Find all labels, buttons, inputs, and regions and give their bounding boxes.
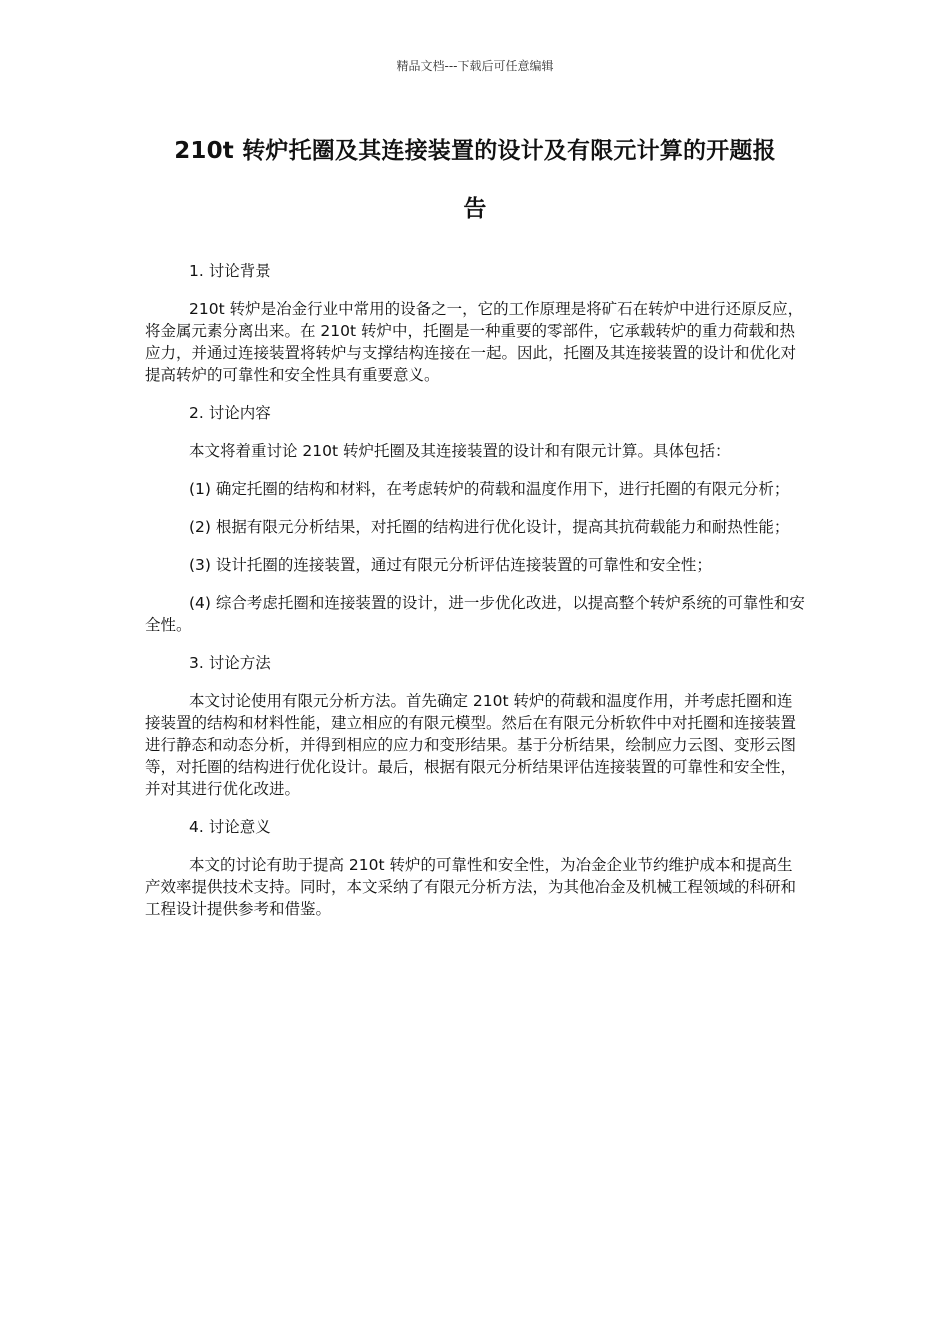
list-item-1: (1) 确定托圈的结构和材料，在考虑转炉的荷载和温度作用下，进行托圈的有限元分析； — [189, 480, 790, 498]
document-title — [150, 133, 800, 227]
page-header: 精品文档---下载后可任意编辑 — [396, 59, 554, 73]
section-heading-content: 2. 讨论内容 — [189, 404, 271, 422]
paragraph-significance: 本文的讨论有助于提高 210t 转炉的可靠性和安全性，为冶金企业节约维护成本和提高生产效率提供技术支持。同时，本文采纳了有限元分析方法，为其他冶金及机械工程领域的科研和工程设计提供参考和借鉴。 — [145, 856, 797, 918]
paragraph-content-intro: 本文将着重讨论 210t 转炉托圈及其连接装置的设计和有限元计算。具体包括： — [189, 442, 731, 460]
title-line-1: 210t 转炉托圈及其连接装置的设计及有限元计算的开题报 — [174, 138, 776, 164]
list-item-4: (4) 综合考虑托圈和连接装置的设计，进一步优化改进，以提高整个转炉系统的可靠性和安全性。 — [145, 594, 805, 634]
section-heading-significance: 4. 讨论意义 — [189, 818, 271, 836]
document-body — [145, 260, 805, 936]
paragraph-background: 210t 转炉是冶金行业中常用的设备之一，它的工作原理是将矿石在转炉中进行还原反应，将金属元素分离出来。在 210t 转炉中，托圈是一种重要的零部件，它承载转炉的重力荷载和热应力，并通过连接装置将转炉与支撑结构连接在一起。因此，托圈及其连接装置的设计和优化对提高转炉的可靠性和安全性具有重要意义。 — [145, 300, 804, 384]
section-heading-method: 3. 讨论方法 — [189, 654, 271, 672]
paragraph-method: 本文讨论使用有限元分析方法。首先确定 210t 转炉的荷载和温度作用，并考虑托圈和连接装置的结构和材料性能，建立相应的有限元模型。然后在有限元分析软件中对托圈和连接装置进行静态和动态分析，并得到相应的应力和变形结果。基于分析结果，绘制应力云图、变形云图等，对托圈的结构进行优化设计。最后，根据有限元分析结果评估连接装置的可靠性和安全性，并对其进行优化改进。 — [145, 692, 797, 798]
list-item-3: (3) 设计托圈的连接装置，通过有限元分析评估连接装置的可靠性和安全性； — [189, 556, 712, 574]
title-line-2: 告 — [463, 196, 487, 222]
section-heading-background: 1. 讨论背景 — [189, 262, 271, 280]
list-item-2: (2) 根据有限元分析结果，对托圈的结构进行优化设计，提高其抗荷载能力和耐热性能； — [189, 518, 790, 536]
